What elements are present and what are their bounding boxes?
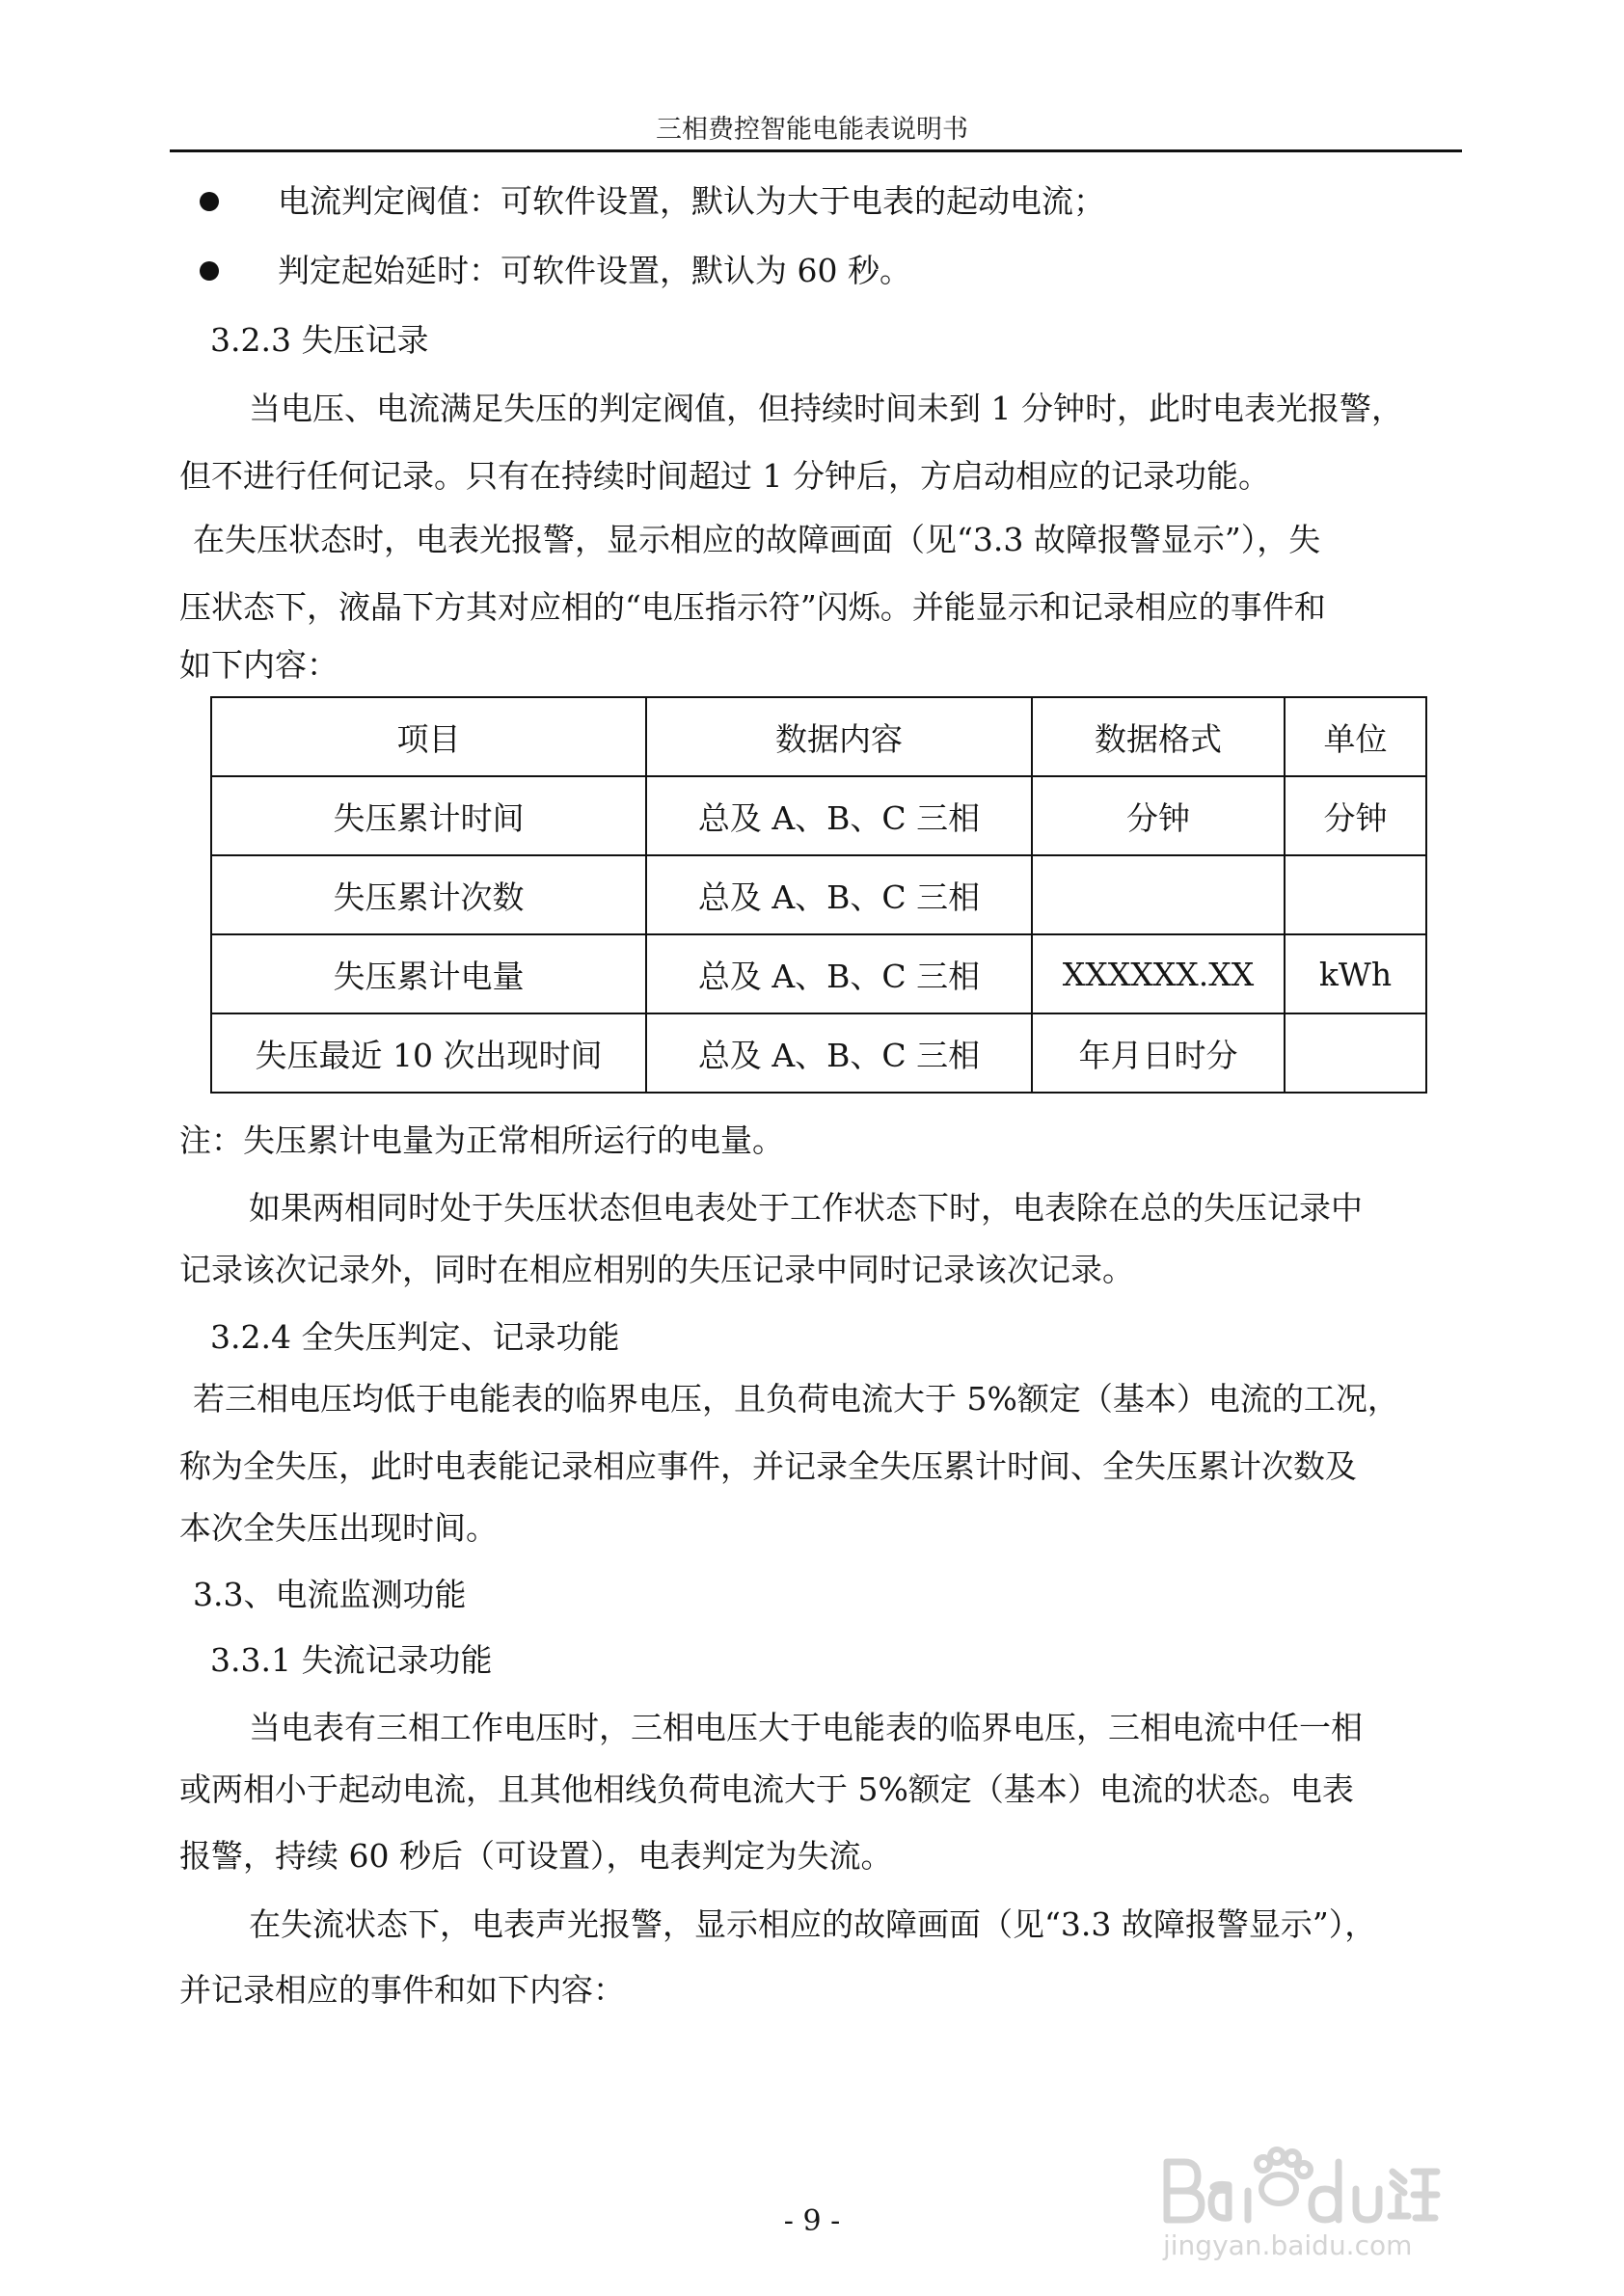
table-header-cell: 项目 — [211, 697, 646, 776]
table-cell — [1285, 855, 1426, 934]
paragraph-line: 但不进行任何记录。只有在持续时间超过 1 分钟后，方启动相应的记录功能。 — [179, 457, 1270, 495]
table-cell: 总及 A、B、C 三相 — [646, 934, 1032, 1013]
table-cell: kWh — [1285, 934, 1426, 1013]
baidu-jingyan-watermark — [1155, 2083, 1445, 2266]
section-heading: 3.3、电流监测功能 — [193, 1576, 467, 1613]
paragraph-line: 并记录相应的事件和如下内容： — [179, 1971, 625, 2009]
section-heading: 3.3.1 失流记录功能 — [210, 1641, 493, 1679]
table-cell — [1032, 855, 1285, 934]
page-number: - 9 - — [783, 2204, 841, 2238]
paragraph-line: 报警，持续 60 秒后（可设置），电表判定为失流。 — [179, 1837, 893, 1875]
svg-text:jingyan.baidu.com: jingyan.baidu.com — [1163, 2229, 1413, 2261]
table-note: 注：失压累计电量为正常相所运行的电量。 — [179, 1121, 784, 1159]
table-row — [211, 855, 1426, 934]
table-cell: 分钟 — [1285, 776, 1426, 855]
bullet-dot — [200, 261, 219, 281]
table-row — [211, 934, 1426, 1013]
paragraph-line: 或两相小于起动电流，且其他相线负荷电流大于 5%额定（基本）电流的状态。电表 — [179, 1770, 1354, 1808]
paragraph-line: 若三相电压均低于电能表的临界电压，且负荷电流大于 5%额定（基本）电流的工况， — [193, 1380, 1399, 1418]
table-header-row — [211, 697, 1426, 776]
table-row — [211, 1013, 1426, 1093]
bullet-text: 电流判定阀值：可软件设置，默认为大于电表的起动电流； — [278, 182, 1105, 220]
paragraph-line: 当电压、电流满足失压的判定阀值，但持续时间未到 1 分钟时，此时电表光报警， — [249, 390, 1403, 427]
table-header-cell: 数据内容 — [646, 697, 1032, 776]
table-cell: 年月日时分 — [1032, 1013, 1285, 1093]
paragraph-line: 记录该次记录外，同时在相应相别的失压记录中同时记录该次记录。 — [179, 1251, 1134, 1288]
voltage-loss-table — [210, 696, 1427, 1094]
bullet-dot — [200, 192, 219, 211]
running-header: 三相费控智能电能表说明书 — [656, 115, 968, 145]
paragraph-line: 本次全失压出现时间。 — [179, 1509, 498, 1547]
table-header-cell: 数据格式 — [1032, 697, 1285, 776]
paragraph-line: 当电表有三相工作电压时，三相电压大于电能表的临界电压，三相电流中任一相 — [249, 1709, 1363, 1746]
table-header-cell: 单位 — [1285, 697, 1426, 776]
paragraph-line: 如下内容： — [179, 646, 338, 684]
table-cell: 失压最近 10 次出现时间 — [211, 1013, 646, 1093]
bullet-text: 判定起始延时：可软件设置，默认为 60 秒。 — [278, 252, 911, 289]
table-cell: 总及 A、B、C 三相 — [646, 776, 1032, 855]
section-heading: 3.2.3 失压记录 — [210, 321, 429, 359]
table-cell: 失压累计电量 — [211, 934, 646, 1013]
paragraph-line: 如果两相同时处于失压状态但电表处于工作状态下时，电表除在总的失压记录中 — [249, 1189, 1363, 1227]
table-row — [211, 776, 1426, 855]
table-cell: 失压累计次数 — [211, 855, 646, 934]
paragraph-line: 在失流状态下，电表声光报警，显示相应的故障画面（见“3.3 故障报警显示”）， — [249, 1905, 1377, 1943]
paragraph-line: 称为全失压，此时电表能记录相应事件，并记录全失压累计时间、全失压累计次数及 — [179, 1447, 1357, 1485]
table-cell: 失压累计时间 — [211, 776, 646, 855]
table-cell: 分钟 — [1032, 776, 1285, 855]
table-cell: 总及 A、B、C 三相 — [646, 1013, 1032, 1093]
paragraph-line: 压状态下，液晶下方其对应相的“电压指示符”闪烁。并能显示和记录相应的事件和 — [179, 588, 1326, 626]
table-cell: 总及 A、B、C 三相 — [646, 855, 1032, 934]
table-cell — [1285, 1013, 1426, 1093]
paragraph-line: 在失压状态时，电表光报警，显示相应的故障画面（见“3.3 故障报警显示”），失 — [193, 521, 1321, 558]
section-heading: 3.2.4 全失压判定、记录功能 — [210, 1318, 620, 1356]
header-rule — [170, 149, 1462, 152]
table-cell: XXXXXX.XX — [1032, 934, 1285, 1013]
